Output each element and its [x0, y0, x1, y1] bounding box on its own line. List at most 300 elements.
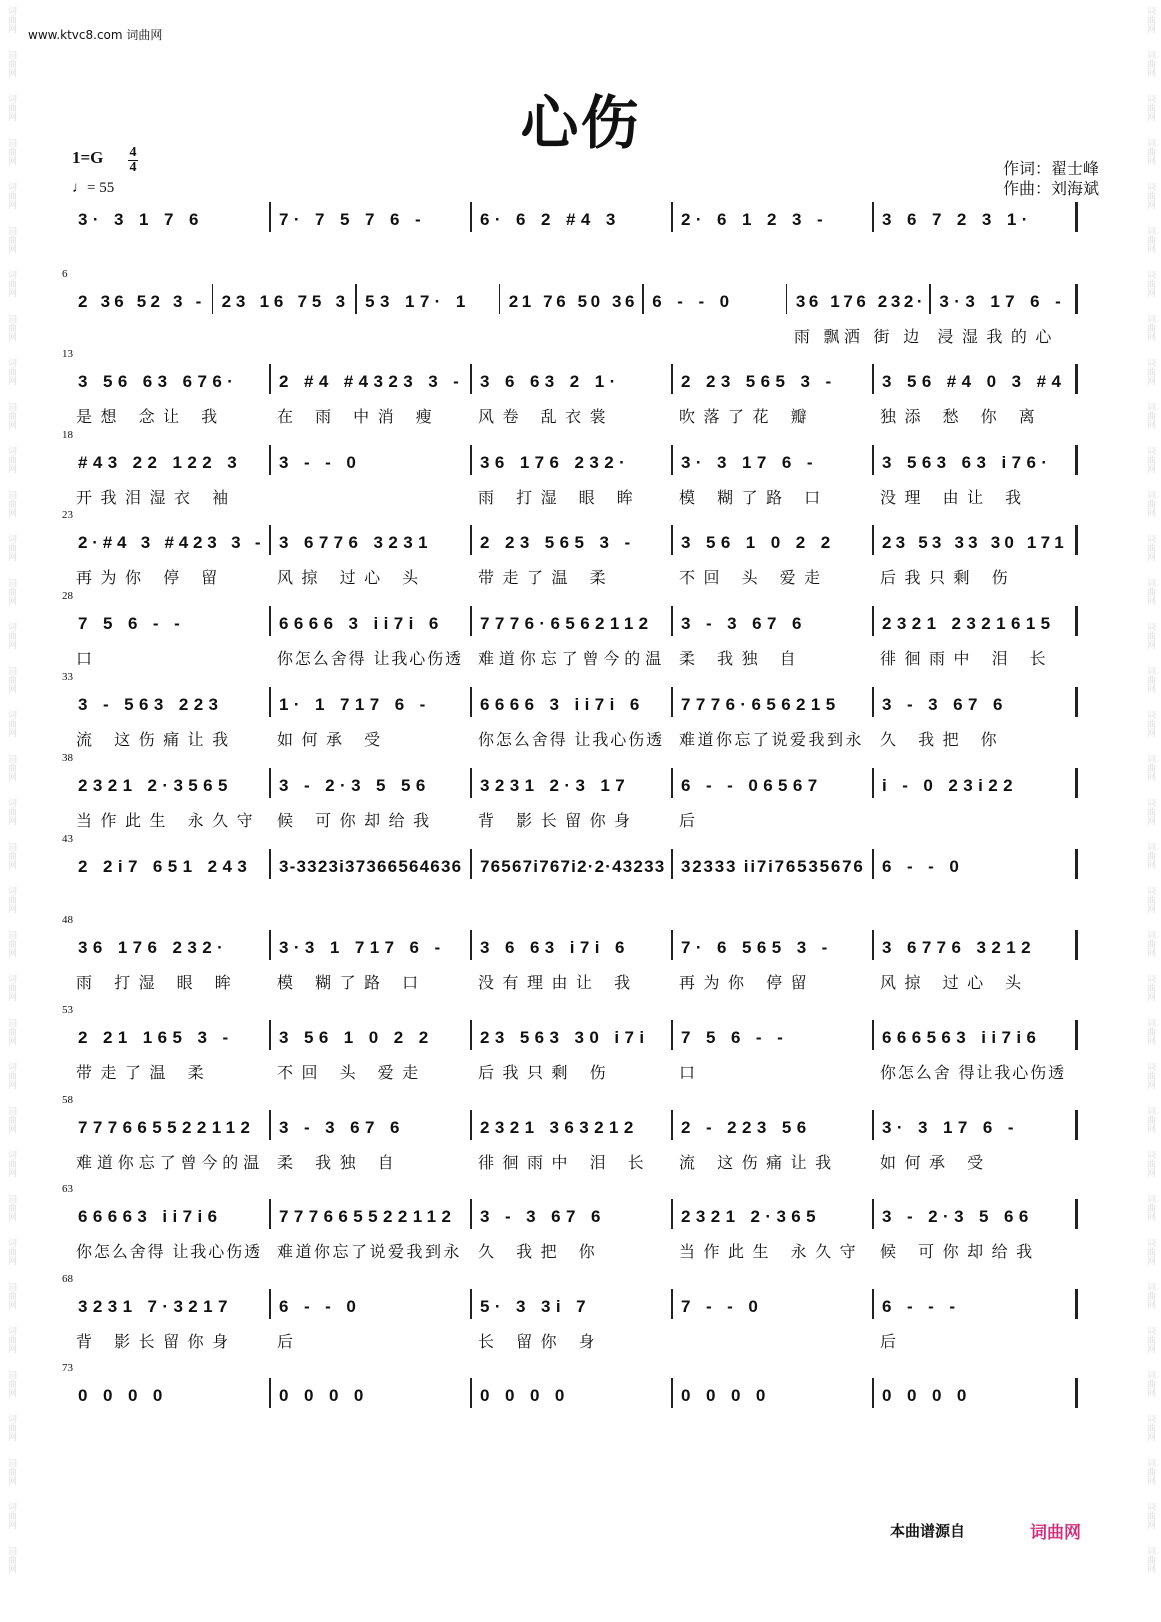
notes: 3 6776 3212	[882, 938, 1036, 957]
watermark-text: 词曲网	[6, 666, 16, 693]
measure	[359, 282, 503, 342]
measure	[876, 685, 1077, 749]
watermark-text: 词曲网	[1145, 270, 1155, 297]
end-barline	[1075, 849, 1078, 879]
lyric: 雨 打湿 眼 眸	[76, 973, 240, 992]
lyric: 背 影长留你身	[478, 811, 639, 830]
lyric: 不回 头 爱走	[277, 1063, 427, 1082]
notes: 23 16 75 3	[221, 292, 350, 311]
end-barline	[1075, 202, 1078, 232]
measure	[675, 847, 876, 907]
watermark-text: 词曲网	[6, 754, 16, 781]
measure	[273, 1376, 474, 1436]
score-system	[62, 914, 1077, 992]
watermark-text: 词曲网	[6, 446, 16, 473]
notes: 6· 6 2 #4 3	[480, 210, 621, 229]
lyric: 在 雨 中消 瘦	[277, 407, 441, 426]
watermark-text: 词曲网	[1145, 842, 1155, 869]
notes: 2 23 565 3 -	[480, 533, 636, 552]
score-system	[62, 590, 1077, 668]
measure	[675, 1287, 876, 1347]
barline	[786, 284, 788, 314]
measure-number: 58	[62, 1094, 73, 1106]
watermark-text: 词曲网	[6, 358, 16, 385]
measure-number: 18	[62, 429, 73, 441]
barline	[355, 284, 357, 314]
lyric: 风卷 乱衣裳	[478, 407, 615, 426]
barline	[872, 1020, 874, 1050]
barline	[470, 930, 472, 960]
watermark-text: 词曲网	[1145, 534, 1155, 561]
watermark-text: 词曲网	[6, 974, 16, 1001]
measure	[876, 604, 1077, 668]
watermark-text: 词曲网	[6, 1062, 16, 1089]
composer-credit: 作曲：刘海斌	[1002, 179, 1099, 198]
lyric: 后	[277, 1332, 302, 1351]
lyric: 口	[679, 1063, 704, 1082]
notes: 3· 3 17 6 -	[681, 453, 818, 472]
notes: #43 22 122 3	[78, 453, 243, 472]
watermark-text: 词曲网	[1145, 94, 1155, 121]
lyric: 带走了温 柔	[76, 1063, 213, 1082]
measure	[876, 1376, 1077, 1436]
watermark-text: 词曲网	[1145, 1326, 1155, 1353]
notes: 3 - 3 67 6	[882, 695, 1008, 714]
end-barline	[1075, 1020, 1078, 1050]
watermark-text: 词曲网	[1145, 1502, 1155, 1529]
watermark-text: 词曲网	[6, 182, 16, 209]
watermark-text: 词曲网	[6, 6, 16, 33]
measure-number: 53	[62, 1004, 73, 1016]
barline	[671, 1378, 673, 1408]
measure	[72, 685, 273, 749]
measure	[933, 282, 1077, 346]
notes: 36 176 232·	[795, 292, 927, 311]
watermark-text: 词曲网	[6, 710, 16, 737]
watermark-text: 词曲网	[6, 1414, 16, 1441]
measure	[876, 362, 1077, 426]
barline	[470, 1378, 472, 1408]
barline	[269, 1199, 271, 1229]
measure	[474, 1287, 675, 1351]
barline	[269, 606, 271, 636]
lyric: 你怎么舍得 让我心伤透	[478, 730, 664, 749]
watermark-text: 词曲网	[1145, 930, 1155, 957]
watermark-text: 词曲网	[1145, 1194, 1155, 1221]
score-system	[62, 348, 1077, 426]
watermark-text: 词曲网	[1145, 50, 1155, 77]
watermark-text: 词曲网	[1145, 666, 1155, 693]
watermark-text: 词曲网	[1145, 1018, 1155, 1045]
lyric: 当作此生 永久守	[679, 1242, 865, 1261]
lyric: 背 影长留你身	[76, 1332, 237, 1351]
barline	[470, 445, 472, 475]
notes: 6666 3 ii7i 6	[279, 614, 444, 633]
lyric: 候 可你却给我	[880, 1242, 1041, 1261]
lyric: 难道你忘了说爱我到永	[277, 1242, 463, 1261]
barline	[671, 445, 673, 475]
notes: 3 56 1 0 2 2	[279, 1028, 434, 1047]
notes: 5· 3 3i 7	[480, 1297, 591, 1316]
measure	[675, 443, 876, 507]
measure	[273, 604, 474, 668]
barline	[872, 445, 874, 475]
notes: 7 5 6 - -	[681, 1028, 789, 1047]
lyric: 后我只剩 伤	[880, 568, 1017, 587]
notes: 1· 1 717 6 -	[279, 695, 431, 714]
notes: 7 5 6 - -	[78, 614, 186, 633]
barline	[642, 284, 644, 314]
measure	[876, 928, 1077, 992]
measure	[72, 766, 273, 830]
notes: 2 23 565 3 -	[681, 372, 837, 391]
watermark-text: 词曲网	[6, 798, 16, 825]
watermark-text: 词曲网	[6, 1546, 16, 1573]
barline	[269, 202, 271, 232]
measure	[273, 766, 474, 830]
watermark-text: 词曲网	[1145, 1370, 1155, 1397]
measure	[474, 685, 675, 749]
barline	[269, 364, 271, 394]
barline	[872, 1378, 874, 1408]
song-title: 心伤	[520, 89, 641, 157]
end-barline	[1075, 1110, 1078, 1140]
barline	[470, 364, 472, 394]
notes: 2 2i7 651 243	[78, 857, 253, 876]
notes: 7776·6562112	[480, 614, 654, 633]
notes: 23 53 33 30 171	[882, 533, 1068, 552]
notes: 2·#4 3 #423 3 -	[78, 533, 266, 552]
notes: 0 0 0 0	[279, 1386, 369, 1405]
lyric: 柔 我独 自	[679, 649, 805, 668]
score-system	[62, 1362, 1077, 1436]
barline	[470, 1199, 472, 1229]
watermark-text: 词曲网	[6, 1370, 16, 1397]
watermark-text: 词曲网	[6, 402, 16, 429]
watermark-text: 词曲网	[1145, 622, 1155, 649]
measure-number: 28	[62, 590, 73, 602]
lyric: 雨 打湿 眼 眸	[478, 488, 642, 507]
end-barline	[1075, 930, 1078, 960]
measure	[675, 1376, 876, 1436]
notes: 0 0 0 0	[681, 1386, 771, 1405]
measure-number: 48	[62, 914, 73, 926]
lyric: 你怎么舍得 让我心伤透	[76, 1242, 262, 1261]
measure	[273, 847, 474, 907]
measure	[876, 1287, 1077, 1351]
measure	[876, 523, 1077, 587]
meter-top: 4	[129, 145, 137, 160]
notes: 7 - - 0	[681, 1297, 764, 1316]
measure	[675, 362, 876, 426]
measure	[474, 1108, 675, 1172]
measure	[876, 1018, 1077, 1082]
watermark-text: 词曲网	[1145, 1238, 1155, 1265]
measure	[216, 282, 360, 342]
measure-number: 63	[62, 1183, 73, 1195]
notes: 6666 3 ii7i 6	[480, 695, 645, 714]
measure	[876, 1197, 1077, 1261]
measure	[675, 928, 876, 992]
watermark-text: 词曲网	[6, 270, 16, 297]
measure	[474, 604, 675, 668]
barline	[872, 202, 874, 232]
barline	[470, 687, 472, 717]
barline	[872, 1199, 874, 1229]
barline	[671, 1289, 673, 1319]
lyric: 长 留你 身	[478, 1332, 604, 1351]
score-system	[62, 1004, 1077, 1082]
measure	[876, 1108, 1077, 1172]
barline	[671, 1020, 673, 1050]
score-system	[62, 752, 1077, 830]
barline	[470, 768, 472, 798]
lyric: 流 这伤痛让我	[76, 730, 237, 749]
watermark-text: 词曲网	[6, 534, 16, 561]
footer-site-logo: 词曲网	[1030, 1523, 1081, 1543]
barline	[269, 930, 271, 960]
lyric: 模 糊了路 口	[679, 488, 829, 507]
barline	[671, 849, 673, 879]
measure	[474, 523, 675, 587]
watermark-text: 词曲网	[6, 930, 16, 957]
watermark-text: 词曲网	[6, 138, 16, 165]
watermark-text: 词曲网	[6, 94, 16, 121]
lyric: 久 我把 你	[880, 730, 1006, 749]
measure	[876, 443, 1077, 507]
lyric: 不回 头 爱走	[679, 568, 829, 587]
measure-number: 43	[62, 833, 73, 845]
notes: 0 0 0 0	[78, 1386, 168, 1405]
watermark-text: 词曲网	[1145, 578, 1155, 605]
notes: 53 17· 1	[365, 292, 471, 311]
barline	[212, 284, 214, 314]
notes: 2 #4 #4323 3 -	[279, 372, 465, 391]
measure	[646, 282, 790, 342]
measure	[273, 362, 474, 426]
measure	[790, 282, 934, 346]
watermark-text: 词曲网	[6, 1282, 16, 1309]
notes: 3 56 #4 0 3 #4	[882, 372, 1067, 391]
end-barline	[1075, 284, 1078, 314]
watermark-text: 词曲网	[1145, 314, 1155, 341]
watermark-text: 词曲网	[1145, 226, 1155, 253]
lyric: 吹落了花 瓣	[679, 407, 816, 426]
lyric: 是想 念让 我	[76, 407, 226, 426]
lyric: 浸湿我的心	[937, 327, 1060, 346]
notes: 3 - - 0	[279, 453, 362, 472]
notes: 777665522112	[78, 1118, 256, 1137]
barline	[470, 202, 472, 232]
watermark-text: 词曲网	[6, 842, 16, 869]
lyric: 带走了温 柔	[478, 568, 615, 587]
measure	[72, 1018, 273, 1082]
notes: 2321 2·3565	[78, 776, 233, 795]
watermark-text: 词曲网	[1145, 710, 1155, 737]
score-system	[62, 1094, 1077, 1172]
measure	[72, 282, 216, 342]
lyric: 独添 愁 你 离	[880, 407, 1044, 426]
lyric: 再为你 停留	[679, 973, 816, 992]
watermark-text: 词曲网	[6, 1194, 16, 1221]
notes: 3231 2·3 17	[480, 776, 631, 795]
end-barline	[1075, 1199, 1078, 1229]
barline	[872, 849, 874, 879]
score-system	[62, 268, 1077, 346]
barline	[872, 364, 874, 394]
barline	[470, 525, 472, 555]
watermark-text: 词曲网	[6, 578, 16, 605]
measure-number: 38	[62, 752, 73, 764]
measure	[675, 1197, 876, 1261]
notes: 0 0 0 0	[882, 1386, 972, 1405]
notes: i - 0 23i22	[882, 776, 1018, 795]
measure	[474, 443, 675, 507]
key-signature: 1=G	[72, 148, 104, 167]
measure	[273, 443, 474, 503]
notes: 6 - - 0	[882, 857, 965, 876]
measure	[273, 523, 474, 587]
measure	[876, 200, 1077, 260]
watermark-text: 词曲网	[1145, 1150, 1155, 1177]
score-system	[62, 671, 1077, 749]
barline	[269, 525, 271, 555]
right-watermark-strip	[1139, 0, 1161, 1622]
measure	[72, 1108, 273, 1172]
lyric: 没有理由让 我	[478, 973, 639, 992]
watermark-text: 词曲网	[6, 1502, 16, 1529]
score-system	[62, 429, 1077, 507]
measure	[273, 200, 474, 260]
lyric: 难道你忘了曾今的温	[478, 649, 667, 668]
barline	[671, 606, 673, 636]
measure	[72, 200, 273, 260]
watermark-text: 词曲网	[6, 1150, 16, 1177]
lyricist-credit: 作词：翟士峰	[1002, 159, 1099, 178]
measure	[675, 604, 876, 668]
measure	[273, 928, 474, 992]
watermark-text: 词曲网	[6, 1326, 16, 1353]
measure	[474, 1018, 675, 1082]
notes: 7· 6 565 3 -	[681, 938, 833, 957]
lyric: 风掠 过心 头	[880, 973, 1030, 992]
measure	[474, 1376, 675, 1436]
measure-number: 23	[62, 509, 73, 521]
lyric: 口	[76, 649, 101, 668]
lyric: 再为你 停 留	[76, 568, 226, 587]
barline	[470, 606, 472, 636]
notes: 66663 ii7i6	[78, 1207, 223, 1226]
lyric: 徘徊雨中 泪 长	[478, 1153, 653, 1172]
watermark-text: 词曲网	[1145, 798, 1155, 825]
notes: 7· 7 5 7 6 -	[279, 210, 427, 229]
notes: 3· 3 17 6 -	[882, 1118, 1019, 1137]
barline	[671, 768, 673, 798]
watermark-text: 词曲网	[1145, 1414, 1155, 1441]
barline	[470, 849, 472, 879]
watermark-text: 词曲网	[6, 1018, 16, 1045]
lyric: 你怎么舍得 让我心伤透	[277, 649, 463, 668]
watermark-text: 词曲网	[6, 1458, 16, 1485]
measure	[273, 685, 474, 749]
measure	[474, 1197, 675, 1261]
notes: 0 0 0 0	[480, 1386, 570, 1405]
measure	[876, 766, 1077, 826]
end-barline	[1075, 364, 1078, 394]
measure	[72, 362, 273, 426]
measure	[72, 523, 273, 587]
lyric: 你怎么舍 得让我心伤透	[880, 1063, 1066, 1082]
notes: 6 - - 0	[279, 1297, 362, 1316]
notes: 3 6 63 i7i 6	[480, 938, 630, 957]
notes: 3231 7·3217	[78, 1297, 233, 1316]
notes: 3-3323i37366564636	[279, 857, 463, 876]
notes: 666563 ii7i6	[882, 1028, 1042, 1047]
barline	[929, 284, 931, 314]
barline	[872, 1289, 874, 1319]
measure	[474, 362, 675, 426]
barline	[872, 606, 874, 636]
barline	[269, 1378, 271, 1408]
notes: 3·3 17 6 -	[939, 292, 1067, 311]
notes: 2· 6 1 2 3 -	[681, 210, 829, 229]
score-system	[62, 1183, 1077, 1261]
watermark-text: 词曲网	[6, 1238, 16, 1265]
watermark-text: 词曲网	[6, 226, 16, 253]
tempo-marking: ♩= 55	[72, 180, 115, 196]
notes: 2321 2·365	[681, 1207, 822, 1226]
lyric: 开我泪湿衣 袖	[76, 488, 237, 507]
barline	[269, 768, 271, 798]
lyric: 柔 我独 自	[277, 1153, 403, 1172]
barline	[872, 930, 874, 960]
barline	[872, 1110, 874, 1140]
measure	[72, 443, 273, 507]
measure	[273, 1197, 474, 1261]
measure-number: 6	[62, 268, 68, 280]
notes: 3· 3 1 7 6	[78, 210, 204, 229]
lyric: 没理 由让 我	[880, 488, 1030, 507]
barline	[671, 1110, 673, 1140]
notes: 3 6 7 2 3 1·	[882, 210, 1033, 229]
measure	[675, 523, 876, 587]
lyric: 当作此生 永久守	[76, 811, 262, 830]
score-system	[62, 509, 1077, 587]
score-system	[62, 1273, 1077, 1351]
end-barline	[1075, 606, 1078, 636]
notes: 3 - 563 223	[78, 695, 224, 714]
watermark-text: 词曲网	[6, 622, 16, 649]
notes: 76567i767i2·2·43233	[480, 857, 666, 876]
measure	[72, 1287, 273, 1351]
watermark-text: 词曲网	[1145, 182, 1155, 209]
measure-number: 68	[62, 1273, 73, 1285]
barline	[499, 284, 501, 314]
notes: 3 - 3 67 6	[279, 1118, 405, 1137]
meter-bottom: 4	[129, 160, 137, 175]
notes: 36 176 232·	[78, 938, 229, 957]
notes: 3 6776 3231	[279, 533, 433, 552]
watermark-text: 词曲网	[1145, 6, 1155, 33]
barline	[269, 849, 271, 879]
lyric: 流 这伤痛让我	[679, 1153, 840, 1172]
measure	[72, 1376, 273, 1436]
watermark-text: 词曲网	[1145, 1458, 1155, 1485]
score-system	[62, 833, 1077, 907]
measure	[72, 847, 273, 907]
watermark-text: 词曲网	[1145, 886, 1155, 913]
watermark-text: 词曲网	[6, 314, 16, 341]
